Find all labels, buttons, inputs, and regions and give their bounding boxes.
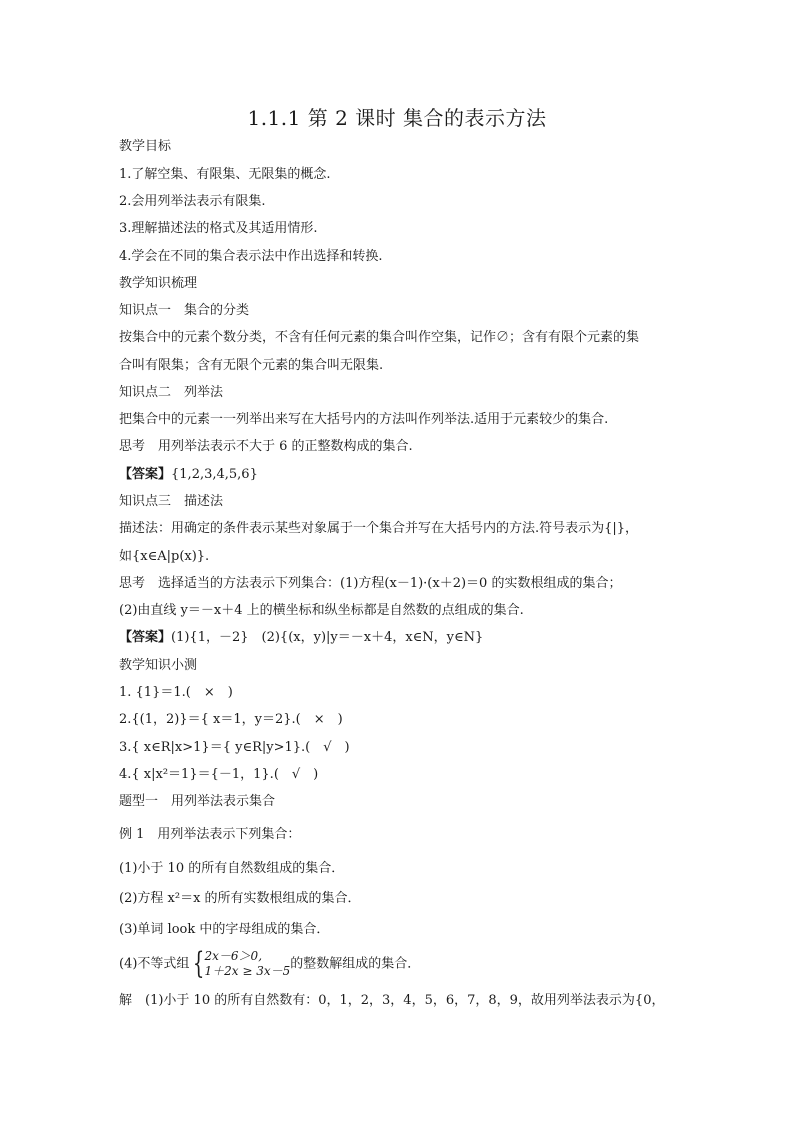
paragraph-line: 按集合中的元素个数分类，不含有任何元素的集合叫作空集，记作∅；含有有限个元素的集 (119, 330, 640, 345)
item4-suffix: 的整数解组成的集合． (290, 956, 421, 972)
inequality-row: 1＋2x ≥ 3x－5 (204, 963, 291, 978)
paragraph-line: 如{x∈A|p(x)}. (119, 549, 210, 564)
item4-prefix: (4)不等式组 (119, 956, 190, 972)
answer-line: 【答案】(1){1，－2} (2){(x，y)|y＝－x＋4，x∈N，y∈N} (119, 630, 484, 645)
think-question: 思考 选择适当的方法表示下列集合：(1)方程(x－1)·(x＋2)＝0 的实数根组成的集合； (119, 576, 622, 591)
answer-line: 【答案】{1,2,3,4,5,6} (119, 467, 258, 482)
paragraph-line: 描述法：用确定的条件表示某些对象属于一个集合并写在大括号内的方法.符号表示为{|}， (119, 521, 639, 536)
solution-line: 解 (1)小于 10 的所有自然数有：0，1，2，3，4，5，6，7，8，9，故用列举法表示为{0， (119, 993, 665, 1008)
section-heading-quiz: 教学知识小测 (119, 658, 198, 673)
goal-item: 2.会用列举法表示有限集. (119, 194, 266, 209)
inequality-system: { 2x－6＞0, 1＋2x ≥ 3x－5 (193, 945, 291, 981)
paragraph-line: 合叫有限集；含有无限个元素的集合叫无限集. (119, 358, 384, 373)
quiz-item: 3.{ x∈R|x>1}＝{ y∈R|y>1}.( √ ) (119, 740, 350, 755)
knowledge-point-heading: 知识点三 描述法 (119, 494, 224, 509)
knowledge-point-heading: 知识点二 列举法 (119, 385, 224, 400)
quiz-item: 1. {1}＝1.( × ) (119, 685, 233, 700)
goal-item: 3.理解描述法的格式及其适用情形. (119, 221, 318, 236)
section-heading-goals: 教学目标 (119, 139, 172, 154)
question-type-heading: 题型一 用列举法表示集合 (119, 794, 276, 809)
inequality-row: 2x－6＞0, (204, 948, 263, 963)
example-item: (3)单词 look 中的字母组成的集合． (119, 922, 330, 937)
example-item: (1)小于 10 的所有自然数组成的集合． (119, 861, 345, 876)
goal-item: 4.学会在不同的集合表示法中作出选择和转换. (119, 249, 383, 264)
quiz-item: 4.{ x|x²＝1}＝{－1，1}.( √ ) (119, 767, 319, 782)
example-heading: 例 1 用列举法表示下列集合： (119, 827, 301, 842)
section-heading-knowledge: 教学知识梳理 (119, 276, 198, 291)
answer-marker: 【答案】 (119, 630, 172, 645)
answer-marker: 【答案】 (119, 467, 172, 482)
page-title: 1.1.1 第 2 课时 集合的表示方法 (247, 106, 547, 130)
goal-item: 1.了解空集、有限集、无限集的概念. (119, 167, 331, 182)
think-question: 思考 用列举法表示不大于 6 的正整数构成的集合. (119, 439, 413, 454)
knowledge-point-heading: 知识点一 集合的分类 (119, 303, 250, 318)
example-item-inequality (119, 947, 719, 982)
example-item: (2)方程 x²＝x 的所有实数根组成的集合． (119, 891, 361, 906)
paragraph-line: 把集合中的元素一一列举出来写在大括号内的方法叫作列举法.适用于元素较少的集合. (119, 412, 609, 427)
paragraph-line: (2)由直线 y＝－x＋4 上的横坐标和纵坐标都是自然数的点组成的集合. (119, 603, 524, 618)
quiz-item: 2.{(1，2)}＝{ x＝1，y＝2}.( × ) (119, 712, 343, 727)
